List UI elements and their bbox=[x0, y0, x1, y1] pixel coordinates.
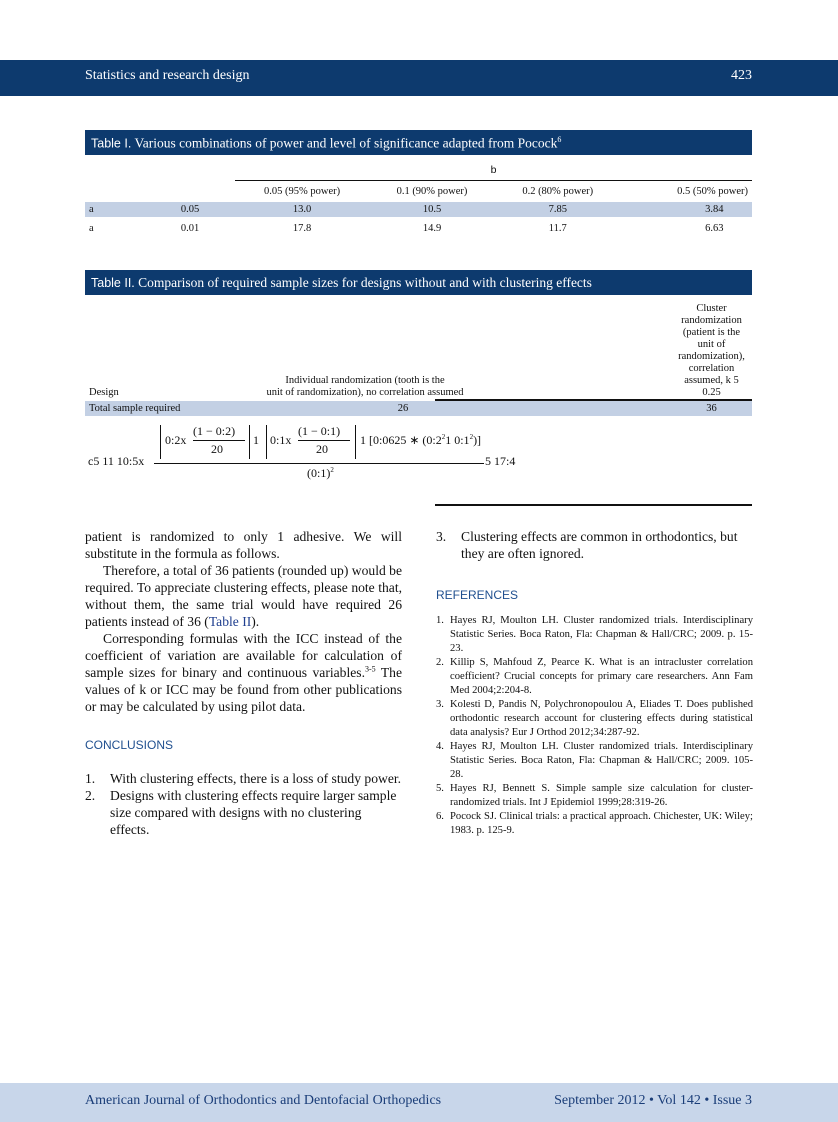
fraction-bar bbox=[193, 440, 245, 441]
cell: a bbox=[89, 204, 94, 215]
table1-caption: Various combinations of power and level of significance adapted from Pocock bbox=[134, 135, 558, 151]
cell: 6.63 bbox=[705, 222, 724, 234]
paragraph bbox=[85, 630, 402, 715]
list-item bbox=[85, 787, 402, 838]
t: (0:1) bbox=[307, 466, 331, 480]
text: Corresponding formulas with the ICC instead of the coefficient of variation are available for calculation of sample sizes for binary and continuous variables. bbox=[85, 631, 402, 680]
t: )] bbox=[473, 433, 482, 447]
cell: 14.9 bbox=[422, 222, 442, 234]
reference-item bbox=[436, 698, 753, 740]
journal-name: American Journal of Orthodontics and Dentofacial Orthopedics bbox=[85, 1093, 442, 1108]
table1-ref: 6 bbox=[557, 135, 562, 144]
exp: 2 bbox=[330, 466, 334, 474]
formula-term: (1 − 0:2) bbox=[193, 424, 236, 438]
formula-term: 1 bbox=[253, 433, 259, 447]
cell: Total sample required bbox=[89, 403, 181, 414]
col-header: Design bbox=[89, 387, 119, 398]
cell: 7.85 bbox=[548, 204, 567, 215]
table1-label: Table I. bbox=[91, 136, 132, 151]
num: 1. bbox=[436, 615, 444, 626]
cell: 10.5 bbox=[422, 204, 442, 215]
divider bbox=[435, 504, 752, 506]
exp: 2 bbox=[441, 433, 446, 441]
table2-caption: Comparison of required sample sizes for designs without and with clustering effects bbox=[138, 275, 592, 290]
beta-header: b bbox=[235, 160, 752, 180]
formula-lhs: c5 11 10:5x bbox=[88, 454, 145, 468]
cell: 13.0 bbox=[292, 204, 312, 215]
page-number: 423 bbox=[731, 68, 752, 83]
cell: 0.05 bbox=[180, 204, 200, 215]
table-row bbox=[85, 202, 752, 217]
formula-term: 20 bbox=[316, 442, 328, 456]
col-header-line: Individual randomization (tooth is the bbox=[285, 375, 445, 386]
cell: 17.8 bbox=[292, 222, 312, 234]
col-header: 0.1 (90% power) bbox=[396, 185, 468, 197]
reference-item bbox=[436, 782, 753, 810]
cell: 11.7 bbox=[548, 222, 567, 234]
t: [0:0625 ∗ (0:2 bbox=[369, 433, 442, 447]
num: 5. bbox=[436, 783, 444, 794]
num: 2. bbox=[436, 657, 444, 668]
num: 6. bbox=[436, 811, 444, 822]
formula-term: (1 − 0:1) bbox=[298, 424, 341, 438]
references-list bbox=[436, 614, 753, 838]
fraction-bar bbox=[298, 440, 350, 441]
references-heading: REFERENCES bbox=[436, 588, 519, 602]
col-header: 0.5 (50% power) bbox=[677, 185, 748, 197]
col-header-line: Cluster randomization bbox=[681, 303, 742, 326]
section-title: Statistics and research design bbox=[85, 68, 250, 83]
reference-item bbox=[436, 656, 753, 698]
text: Hayes RJ, Moulton LH. Cluster randomized trials. Interdisciplinary Statistic Series. Boca Raton, Fla: Chapman & Hall/CRC; 2009. p. 15-23. bbox=[450, 615, 753, 654]
cell: 0.01 bbox=[180, 222, 200, 234]
cell: 36 bbox=[706, 403, 717, 414]
table-row bbox=[85, 217, 752, 239]
list-item bbox=[436, 528, 753, 562]
cell: 3.84 bbox=[705, 204, 724, 215]
table1-title bbox=[85, 130, 752, 155]
col-header: 0.05 (95% power) bbox=[264, 185, 341, 197]
reference-item bbox=[436, 614, 753, 656]
text: Designs with clustering effects require larger sample size compared with designs with no clustering effects. bbox=[110, 788, 397, 837]
conclusions-heading: CONCLUSIONS bbox=[85, 738, 174, 752]
divider bbox=[435, 399, 752, 401]
running-header bbox=[0, 60, 838, 96]
issue-info: September 2012 • Vol 142 • Issue 3 bbox=[554, 1093, 752, 1108]
num: 3. bbox=[436, 699, 444, 710]
plus: 1 bbox=[360, 433, 366, 447]
cell: 26 bbox=[397, 403, 409, 414]
text: Therefore, a total of 36 patients (rounded up) would be required. To appreciate clustering effects, please note that, without them, the same trial would have required 26 patients instead of 36 ( bbox=[85, 563, 402, 629]
table-row bbox=[85, 401, 752, 416]
fraction-bar bbox=[154, 463, 484, 464]
num: 1. bbox=[85, 771, 96, 786]
col-header-line: unit of randomization), no correlation assumed bbox=[266, 387, 464, 398]
col-header: 0.2 (80% power) bbox=[522, 185, 594, 197]
col-header-line: (patient is the unit of randomization), bbox=[678, 327, 745, 362]
text: Hayes RJ, Moulton LH. Cluster randomized trials. Interdisciplinary Statistic Series. Boca Raton, Fla: Chapman & Hall/CRC; 2009. 105-28. bbox=[450, 741, 753, 780]
citation[interactable]: 3-5 bbox=[364, 664, 376, 674]
list-item bbox=[85, 770, 402, 787]
num: 2. bbox=[85, 788, 96, 803]
conclusions-list bbox=[85, 770, 402, 838]
left-column bbox=[85, 528, 402, 838]
formula-term: 20 bbox=[211, 442, 223, 456]
text: Pocock SJ. Clinical trials: a practical approach. Chichester, UK: Wiley; 1983. p. 125-9. bbox=[450, 811, 753, 836]
table2-title bbox=[85, 270, 752, 295]
formula-term bbox=[360, 433, 481, 448]
col-header bbox=[235, 303, 495, 401]
conclusions-list-cont bbox=[436, 528, 753, 562]
text: Kolesti D, Pandis N, Polychronopoulou A, Eliades T. Does published orthodontic research account for clustering effects during statistical data analysis? Eur J Orthod 2012;34:287-92. bbox=[450, 699, 753, 738]
exp: 2 bbox=[469, 433, 474, 441]
reference-item bbox=[436, 810, 753, 838]
table1 bbox=[85, 160, 752, 239]
paragraph: patient is randomized to only 1 adhesive. We will substitute in the formula as follows. bbox=[85, 529, 402, 561]
table-ii-link[interactable]: Table II bbox=[208, 614, 252, 629]
running-footer bbox=[0, 1083, 838, 1122]
text: Hayes RJ, Bennett S. Simple sample size calculation for cluster-randomized trials. Int J Epidemiol 1999;28:319-26. bbox=[450, 783, 753, 808]
col-header-line: correlation assumed, k 5 0.25 bbox=[684, 363, 739, 398]
right-column bbox=[436, 528, 753, 838]
formula-denominator bbox=[307, 466, 334, 481]
formula-term: 0:2x bbox=[165, 433, 187, 447]
formula-rhs: 5 17:4 bbox=[485, 454, 516, 468]
table2-label: Table II. bbox=[91, 276, 135, 290]
reference-item bbox=[436, 740, 753, 782]
text: With clustering effects, there is a loss of study power. bbox=[110, 771, 402, 786]
formula-term: 0:1x bbox=[270, 433, 292, 447]
num: 3. bbox=[436, 529, 447, 544]
text: Clustering effects are common in orthodontics, but they are often ignored. bbox=[461, 529, 738, 561]
paragraph bbox=[85, 562, 402, 630]
text: ). bbox=[251, 614, 260, 629]
col-header bbox=[495, 303, 752, 401]
cell: a bbox=[89, 222, 94, 234]
t: 1 0:1 bbox=[445, 433, 470, 447]
text: The values of k or ICC may be found from other publications or may be calculated by using pilot data. bbox=[85, 665, 402, 714]
num: 4. bbox=[436, 741, 444, 752]
text: Killip S, Mahfoud Z, Pearce K. What is an intracluster correlation coefficient? Crucial concepts for primary care researchers. Ann Fam Med 2004;2:204-8. bbox=[450, 657, 753, 696]
